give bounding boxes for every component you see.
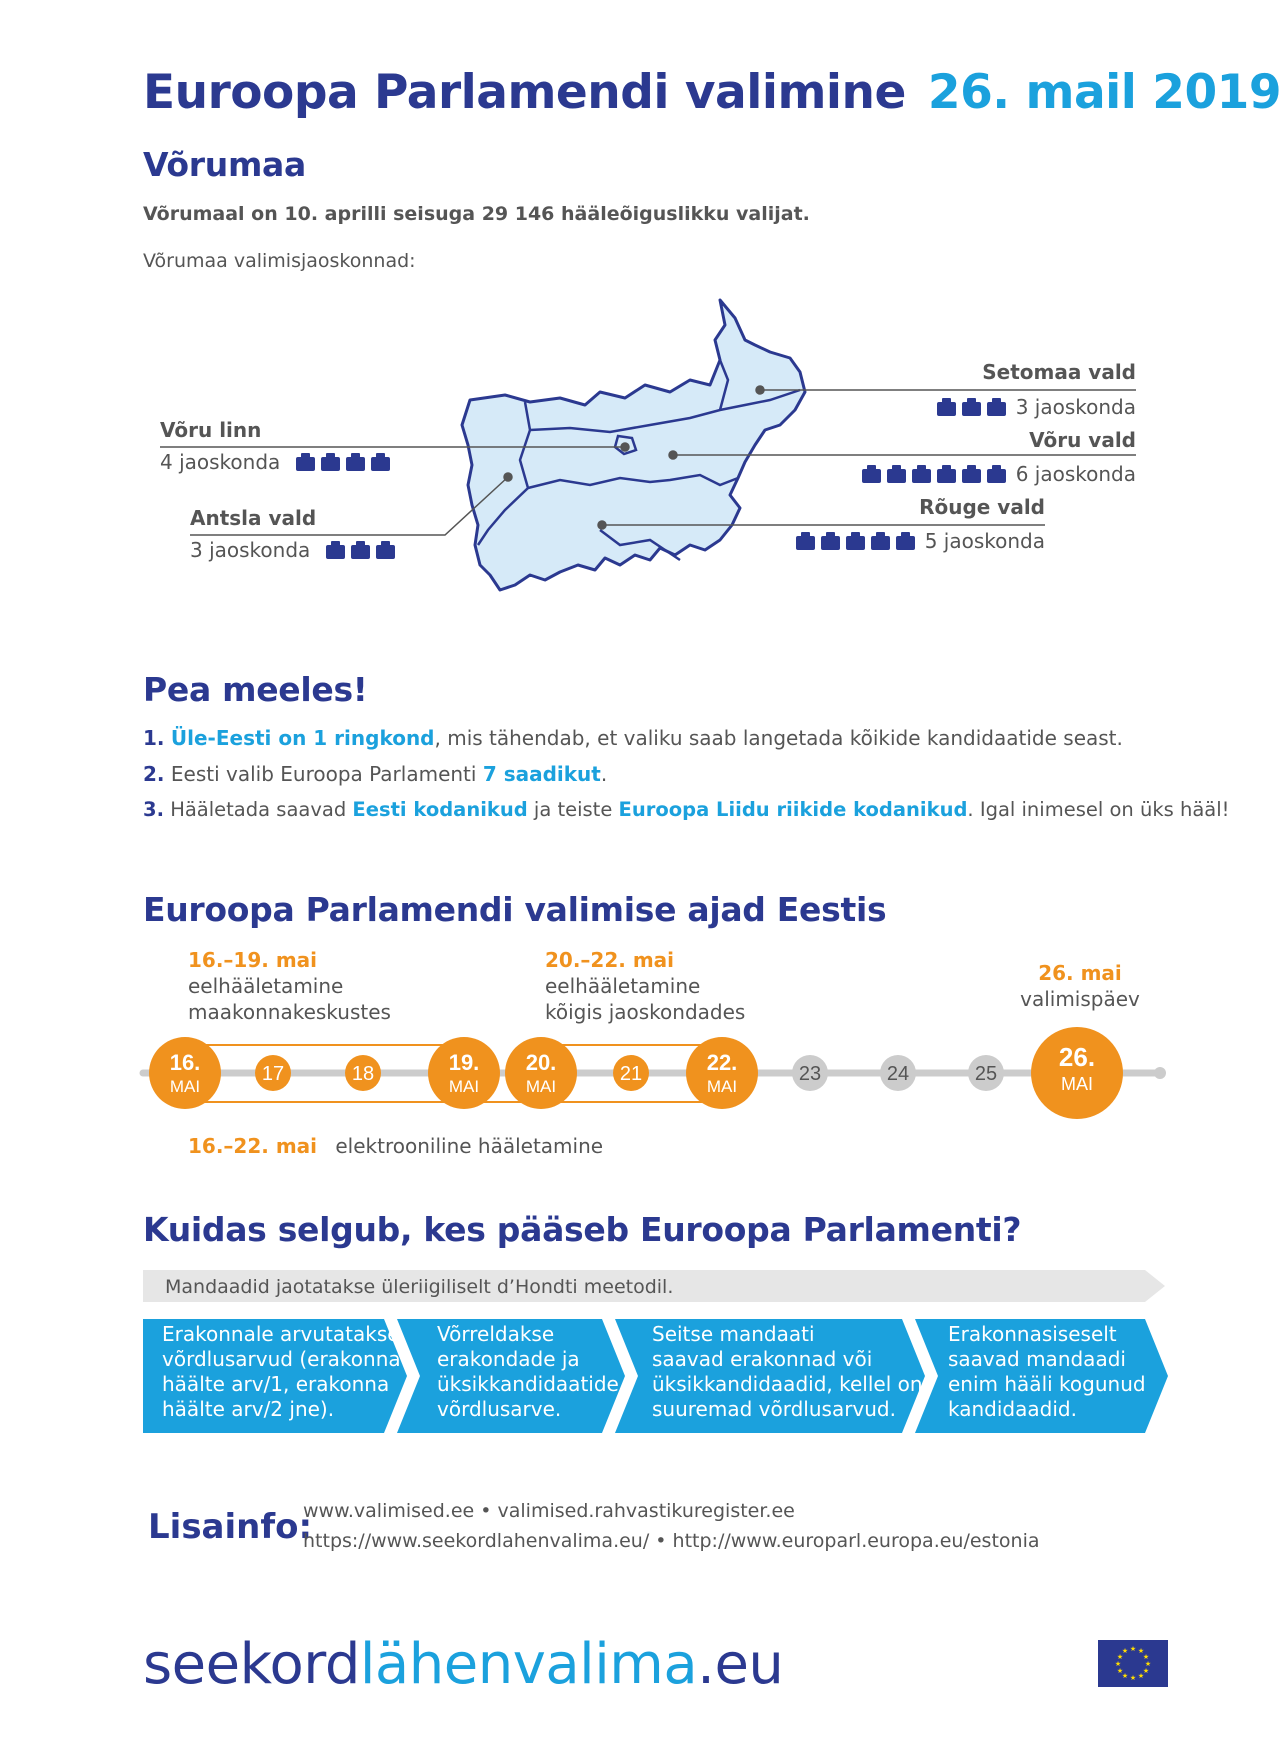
info-links-1[interactable]: www.valimised.ee • valimised.rahvastikuregister.ee	[303, 1500, 795, 1522]
svg-text:★: ★	[1137, 1672, 1145, 1680]
day-25-num: 25	[974, 1063, 998, 1085]
item-3-text-a: Hääletada saavad	[170, 798, 353, 821]
day-19-num: 19.	[448, 1050, 480, 1075]
range3-dates: 26. mai	[1038, 961, 1122, 985]
range1-line2: maakonnakeskustes	[188, 1000, 391, 1024]
item-1-highlight: Üle-Eesti on 1 ringkond	[170, 726, 435, 750]
day-21-num: 21	[619, 1063, 643, 1085]
process-banner-text: Mandaadid jaotatakse üleriigiliselt d’Hondti meetodil.	[165, 1276, 674, 1298]
label-setomaa-name: Setomaa vald	[982, 360, 1136, 384]
remember-item-1	[143, 726, 1123, 750]
step-4-line-2: saavad mandaadi	[948, 1347, 1126, 1371]
dot-setomaa	[756, 386, 764, 394]
item-2-text: Eesti valib Euroopa Parlamenti	[170, 762, 483, 786]
svg-text:★: ★	[1144, 1660, 1152, 1668]
day-18-num: 18	[351, 1063, 375, 1085]
item-2-highlight: 7 saadikut	[482, 762, 601, 786]
label-voru-linn	[160, 418, 261, 442]
range4-label: elektrooniline hääletamine	[335, 1134, 604, 1158]
range4-block	[188, 1133, 603, 1159]
item-3-highlight-b: Euroopa Liidu riikide kodanikud	[618, 798, 968, 821]
info-label: Lisainfo:	[148, 1507, 313, 1547]
svg-text:★: ★	[1142, 1667, 1150, 1675]
day-17-num: 17	[261, 1063, 285, 1085]
step-2-line-3: üksikkandidaatide	[437, 1372, 619, 1396]
voters-text: Võrumaal on 10. aprilli seisuga 29 146 hääleõiguslikku valijat.	[143, 203, 810, 225]
day-20-num: 20.	[525, 1050, 557, 1075]
step-2-line-1: Võrreldakse	[437, 1322, 555, 1346]
svg-text:★: ★	[1121, 1647, 1129, 1655]
label-rouge	[919, 495, 1045, 519]
svg-text:★: ★	[1142, 1653, 1150, 1661]
info-links-2[interactable]: https://www.seekordlahenvalima.eu/ • http://www.europarl.europa.eu/estonia	[303, 1530, 1040, 1552]
day-16-month: MAI	[169, 1077, 201, 1096]
item-3-highlight-a: Eesti kodanikud	[352, 798, 528, 821]
range1-line1: eelhääletamine	[188, 974, 344, 998]
day-26-month: MAI	[1060, 1074, 1094, 1094]
region-map	[0, 0, 1241, 660]
dot-antsla	[504, 473, 512, 481]
count-setomaa-text: 3 jaoskonda	[1015, 395, 1136, 419]
step-2-line-4: võrdlusarve.	[437, 1397, 562, 1421]
footer-logo	[143, 1632, 783, 1697]
range2-line2: kõigis jaoskondades	[545, 1000, 746, 1024]
step-4-line-4: kandidaadid.	[948, 1397, 1077, 1421]
step-4-line-1: Erakonnasiseselt	[948, 1322, 1117, 1346]
step-2-text	[437, 1322, 619, 1422]
districts-intro: Võrumaa valimisjaoskonnad:	[143, 250, 416, 272]
title-date: 26. mail 2019	[927, 65, 1281, 120]
item-2-end: .	[600, 762, 608, 786]
ballot-boxes-antsla	[323, 540, 398, 564]
step-4-line-3: enim hääli kogunud	[948, 1372, 1146, 1396]
step-1-line-3: häälte arv/1, erakonna	[162, 1372, 390, 1396]
label-rouge-name: Rõuge vald	[919, 495, 1045, 519]
bracket-range1	[188, 1045, 465, 1057]
logo-part-c: .eu	[697, 1632, 784, 1697]
svg-text:★: ★	[1129, 1645, 1137, 1653]
remember-heading: Pea meeles!	[143, 670, 368, 709]
label-voru-vald-name: Võru vald	[1029, 428, 1136, 452]
dot-rouge	[598, 521, 606, 529]
timeline-graphic	[0, 990, 1241, 1140]
step-1-text	[162, 1322, 401, 1422]
range4-dates: 16.–22. mai	[188, 1134, 318, 1158]
label-voru-vald	[1029, 428, 1136, 452]
day-20-month: MAI	[525, 1077, 557, 1096]
step-1-line-1: Erakonnale arvutatakse	[162, 1322, 400, 1346]
logo-part-b: lähenvalima	[359, 1632, 698, 1697]
item-2-num: 2.	[143, 762, 165, 786]
region-heading: Võrumaa	[143, 145, 306, 184]
label-antsla-name: Antsla vald	[190, 506, 317, 530]
step-3-line-2: saavad erakonnad või	[652, 1347, 873, 1371]
item-3-text-b: ja teiste	[527, 798, 619, 821]
item-1-num: 1.	[143, 726, 165, 750]
svg-text:★: ★	[1121, 1672, 1129, 1680]
ballot-boxes-rouge	[793, 531, 918, 555]
ballot-boxes-voru-linn	[293, 452, 393, 476]
title-text: Euroopa Parlamendi valimine	[143, 65, 906, 120]
step-3-line-3: üksikkandidaadid, kellel on	[652, 1372, 923, 1396]
svg-text:★: ★	[1129, 1674, 1137, 1682]
svg-text:★: ★	[1116, 1667, 1124, 1675]
logo-part-a: seekord	[143, 1632, 360, 1697]
range2-dates: 20.–22. mai	[545, 948, 675, 972]
process-heading: Kuidas selgub, kes pääseb Euroopa Parlamenti?	[143, 1210, 1022, 1249]
step-1-line-2: võrdlusarvud (erakonna	[162, 1347, 401, 1371]
ballot-boxes-voru-vald	[859, 464, 1009, 488]
ballot-boxes-setomaa	[934, 397, 1009, 421]
day-16-num: 16.	[169, 1050, 201, 1075]
item-3-text-c: . Igal inimesel on üks hääl!	[967, 798, 1230, 821]
timeline-heading: Euroopa Parlamendi valimise ajad Eestis	[143, 890, 887, 929]
map-shape	[462, 300, 805, 590]
range1-dates: 16.–19. mai	[188, 948, 318, 972]
dot-voru-linn	[621, 443, 629, 451]
range2-line1: eelhääletamine	[545, 974, 701, 998]
step-2-line-2: erakondade ja	[437, 1347, 580, 1371]
day-19-month: MAI	[448, 1077, 480, 1096]
count-antsla	[190, 538, 398, 564]
svg-text:★: ★	[1137, 1647, 1145, 1655]
item-1-text: , mis tähendab, et valiku saab langetada kõikide kandidaatide seast.	[434, 726, 1123, 750]
dot-voru-vald	[669, 451, 677, 459]
count-voru-linn-text: 4 jaoskonda	[160, 450, 281, 474]
day-24-num: 24	[886, 1063, 910, 1085]
count-voru-vald	[859, 462, 1136, 488]
count-rouge	[793, 529, 1045, 555]
remember-item-2	[143, 762, 607, 786]
step-3-line-4: suuremad võrdlusarvud.	[652, 1397, 896, 1421]
count-rouge-text: 5 jaoskonda	[924, 529, 1045, 553]
label-antsla	[190, 506, 316, 530]
range3-line1: valimispäev	[1020, 987, 1140, 1011]
svg-text:★: ★	[1114, 1660, 1122, 1668]
count-antsla-text: 3 jaoskonda	[190, 538, 311, 562]
svg-text:★: ★	[1116, 1653, 1124, 1661]
step-1-line-4: häälte arv/2 jne).	[162, 1397, 335, 1421]
count-setomaa	[934, 395, 1136, 421]
step-4-text	[948, 1322, 1146, 1422]
count-voru-linn	[160, 450, 393, 476]
step-3-line-1: Seitse mandaati	[652, 1322, 815, 1346]
remember-item-3	[143, 798, 1229, 821]
eu-flag-icon	[1098, 1640, 1168, 1687]
day-26	[1031, 1027, 1123, 1119]
label-voru-linn-name: Võru linn	[160, 418, 262, 442]
day-23-num: 23	[798, 1063, 822, 1085]
day-22-month: MAI	[706, 1077, 738, 1096]
day-22-num: 22.	[706, 1050, 738, 1075]
day-26-num: 26.	[1058, 1042, 1096, 1072]
label-setomaa	[982, 360, 1136, 384]
item-3-num: 3.	[143, 798, 164, 821]
count-voru-vald-text: 6 jaoskonda	[1015, 462, 1136, 486]
step-3-text	[652, 1322, 923, 1422]
